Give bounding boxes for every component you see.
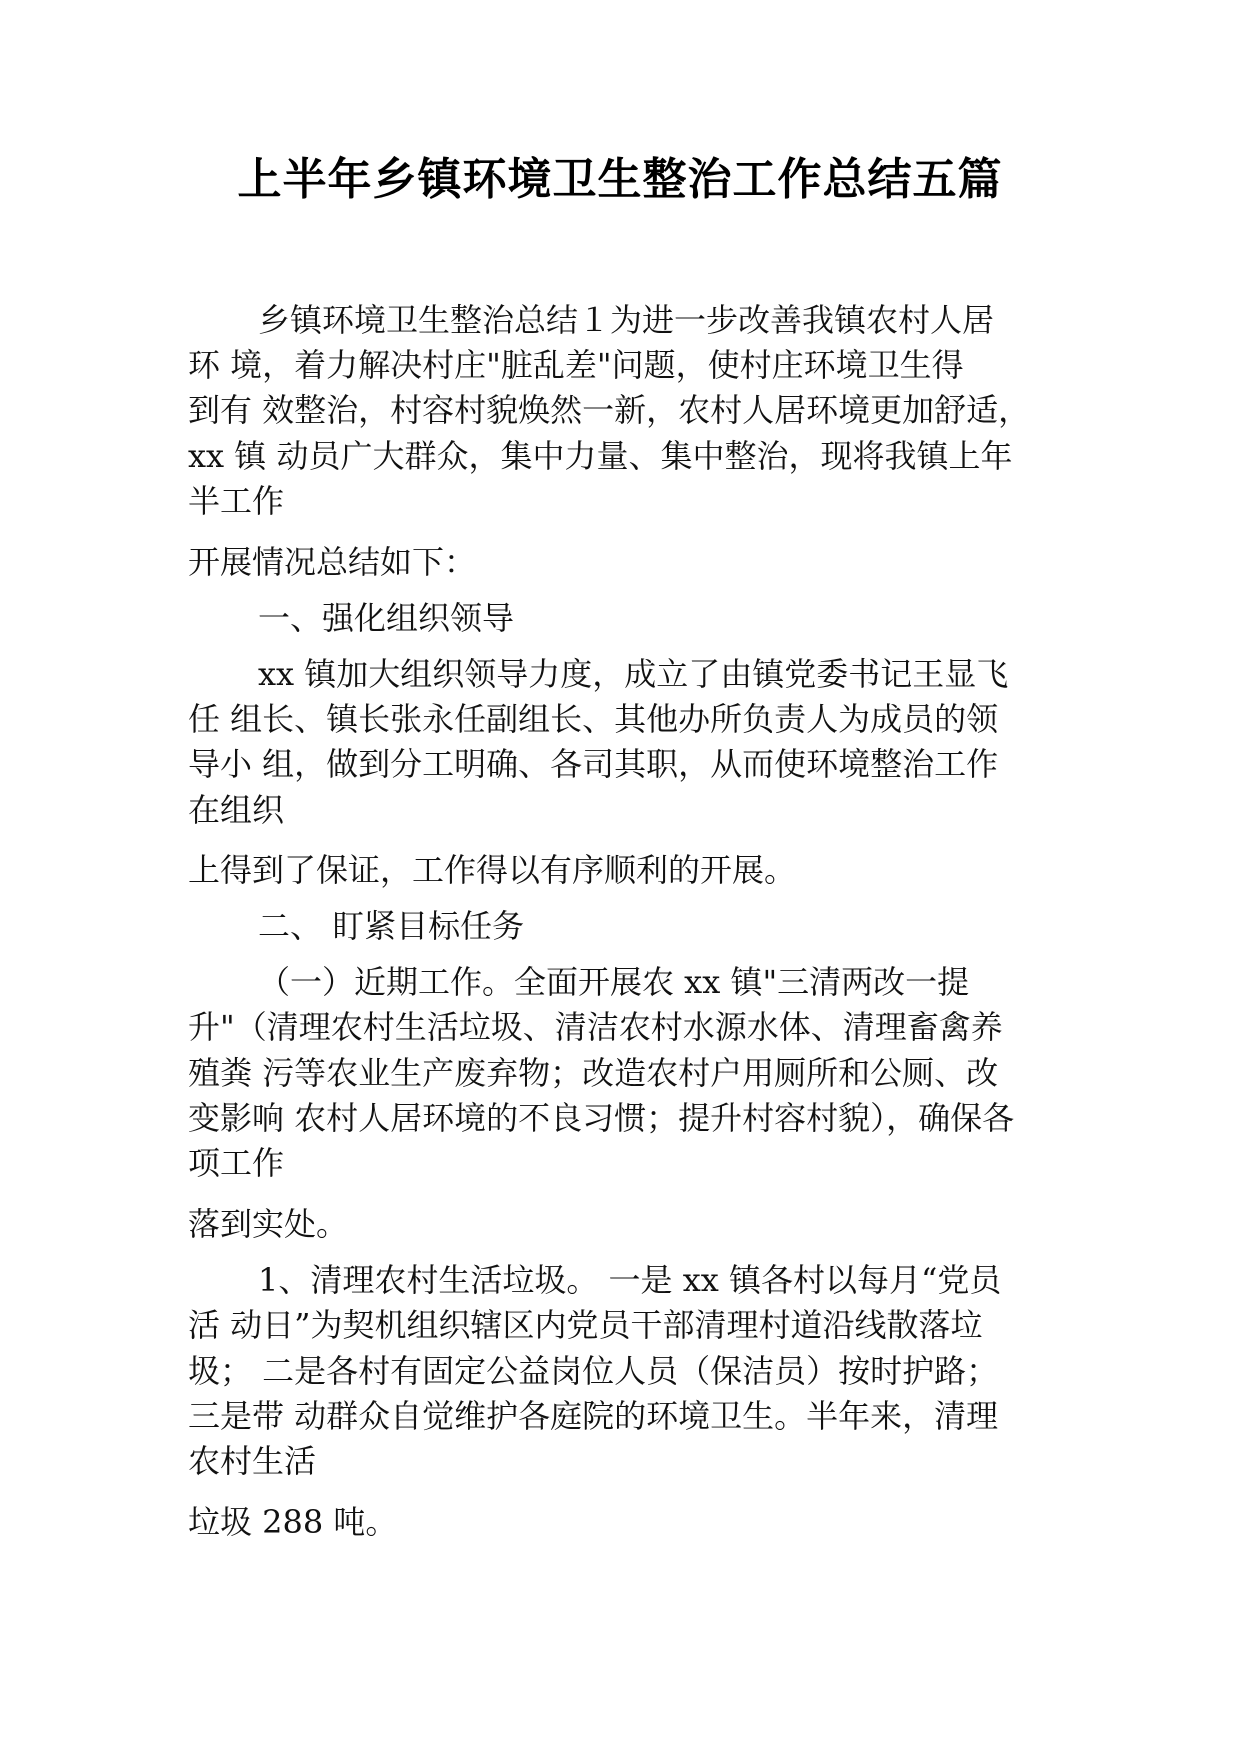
paragraph-line: 导小 组，做到分工明确、各司其职，从而使环境整治工作 (188, 745, 999, 783)
paragraph-line: 垃圾 288 吨。 (188, 1503, 398, 1541)
paragraph-line: 上得到了保证，工作得以有序顺利的开展。 (188, 851, 797, 889)
paragraph-line: xx 镇加大组织领导力度，成立了由镇党委书记王显飞 (258, 655, 1009, 693)
paragraph-line: 开展情况总结如下： (188, 543, 477, 581)
section-heading: 一、强化组织领导 (258, 599, 515, 637)
paragraph-line: 殖粪 污等农业生产废弃物；改造农村户用厕所和公厕、改 (188, 1054, 999, 1092)
paragraph-line: 1、清理农村生活垃圾。 一是 xx 镇各村以每月“党员 (258, 1261, 1002, 1299)
paragraph-line: 环 境，着力解决村庄"脏乱差"问题，使村庄环境卫生得 (188, 346, 964, 384)
paragraph-line: 在组织 (188, 791, 285, 829)
paragraph-line: 任 组长、镇长张永任副组长、其他办所负责人为成员的领 (188, 700, 999, 738)
paragraph-line: 圾； 二是各村有固定公益岗位人员（保洁员）按时护路； (188, 1352, 999, 1390)
paragraph-line: 项工作 (188, 1144, 285, 1182)
paragraph-line: （一）近期工作。全面开展农 xx 镇"三清两改一提 (258, 963, 970, 1001)
paragraph-line: 活 动日”为契机组织辖区内党员干部清理村道沿线散落垃 (188, 1306, 983, 1344)
paragraph-line: 升"（清理农村生活垃圾、清洁农村水源水体、清理畜禽养 (188, 1008, 1003, 1046)
paragraph-line: 三是带 动群众自觉维护各庭院的环境卫生。半年来，清理 (188, 1397, 999, 1435)
paragraph-line: 半工作 (188, 482, 285, 520)
page-title: 上半年乡镇环境卫生整治工作总结五篇 (237, 154, 1003, 205)
section-heading: 二、 盯紧目标任务 (258, 907, 525, 945)
paragraph-line: 乡镇环境卫生整治总结１为进一步改善我镇农村人居 (258, 301, 995, 339)
paragraph-line: 落到实处。 (188, 1205, 349, 1243)
paragraph-line: 到有 效整治，村容村貌焕然一新，农村人居环境更加舒适， (188, 391, 1031, 429)
paragraph-line: 农村生活 (188, 1442, 317, 1480)
paragraph-line: xx 镇 动员广大群众，集中力量、集中整治，现将我镇上年 (188, 437, 1013, 475)
paragraph-line: 变影响 农村人居环境的不良习惯；提升村容村貌），确保各 (188, 1099, 1015, 1137)
